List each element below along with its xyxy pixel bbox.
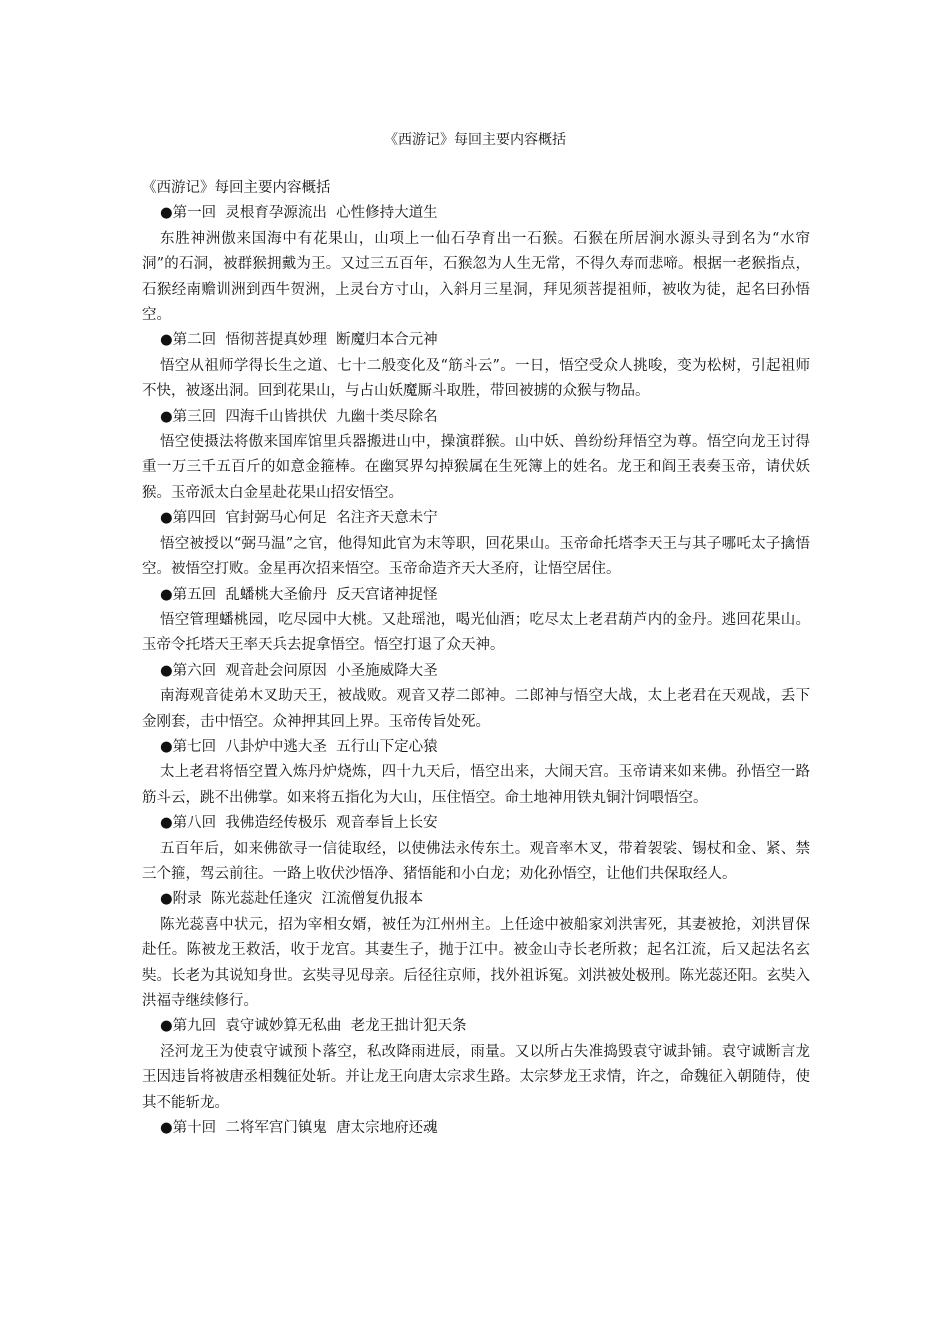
chapter-8-heading: ●第八回 我佛造经传极乐 观音奉旨上长安 bbox=[160, 815, 438, 832]
chapter-10-heading: ●第十回 二将军宫门镇鬼 唐太宗地府还魂 bbox=[160, 1120, 438, 1137]
chapter-7-summary: 太上老君将悟空置入炼丹炉烧炼，四十九天后，悟空出来，大闹天宫。玉帝请来如来佛。孙悟空一路筋斗云，跳不出佛掌。如来将五指化为大山，压住悟空。命土地神用铁丸铜汁饲喂悟空。 bbox=[142, 764, 810, 806]
document-subtitle: 《西游记》每回主要内容概括 bbox=[142, 180, 331, 196]
chapter-9-summary: 泾河龙王为使袁守诚预卜落空，私改降雨进辰，雨量。又以所占失准捣毁袁守诚卦铺。袁守诚断言龙王因违旨将被唐丞相魏征处斩。并让龙王向唐太宗求生路。太宗梦龙王求情，许之，命魏征入朝随侍，使其不能斩龙。 bbox=[142, 1043, 810, 1111]
chapter-7-heading: ●第七回 八卦炉中逃大圣 五行山下定心猿 bbox=[160, 738, 438, 755]
chapter-3-heading: ●第三回 四海千山皆拱伏 九幽十类尽除名 bbox=[160, 408, 438, 425]
chapter-4-heading: ●第四回 官封弼马心何足 名注齐天意未宁 bbox=[160, 510, 438, 527]
chapter-4-summary: 悟空被授以“弼马温”之官，他得知此官为末等职，回花果山。玉帝命托塔李天王与其子哪吒太子擒悟空。被悟空打败。金星再次招来悟空。玉帝命造齐天大圣府，让悟空居住。 bbox=[142, 535, 810, 578]
chapter-2-summary: 悟空从祖师学得长生之道、七十二般变化及“筋斗云”。一日，悟空受众人挑唆，变为松树，引起祖师不快，被逐出洞。回到花果山，与占山妖魔厮斗取胜，带回被掳的众猴与物品。 bbox=[142, 357, 810, 400]
chapter-5-summary: 悟空管理蟠桃园，吃尽园中大桃。又赴瑶池，喝光仙酒；吃尽太上老君葫芦内的金丹。逃回花果山。玉帝令托塔天王率天兵去捉拿悟空。悟空打退了众天神。 bbox=[142, 611, 810, 654]
appendix-heading: ●附录 陈光蕊赴任逢灾 江流僧复仇报本 bbox=[160, 891, 424, 908]
chapter-3-summary: 悟空使摄法将傲来国库馆里兵器搬进山中，操演群猴。山中妖、兽纷纷拜悟空为尊。悟空向龙王讨得重一万三千五百斤的如意金箍棒。在幽冥界勾掉猴属在生死簿上的姓名。龙王和阎王表奏玉帝，请伏妖猴。玉帝派太白金星赴花果山招安悟空。 bbox=[142, 434, 810, 501]
chapter-2-heading: ●第二回 悟彻菩提真妙理 断魔归本合元神 bbox=[160, 332, 438, 349]
chapter-8-summary: 五百年后，如来佛欲寻一信徒取经，以使佛法永传东土。观音率木叉，带着袈裟、锡杖和金、紧、禁三个箍，驾云前往。一路上收伏沙悟净、猪悟能和小白龙；劝化孙悟空，让他们共保取经人。 bbox=[142, 840, 810, 882]
chapter-1-summary: 东胜神洲傲来国海中有花果山，山项上一仙石孕育出一石猴。石猴在所居涧水源头寻到名为“水帘洞”的石洞，被群猴拥戴为王。又过三五百年，石猴忽为人生无常，不得久寿而悲啼。根据一老猴指点，石猴经南赡训洲到西牛贺洲，上灵台方寸山，入斜月三星洞，拜见须菩提祖师，被收为徒，起名曰孙悟空。 bbox=[142, 230, 810, 324]
document-body bbox=[142, 176, 810, 1141]
appendix-summary: 陈光蕊喜中状元，招为宰相女婿，被任为江州州主。上任途中被船家刘洪害死，其妻被抢，刘洪冒保赴任。陈被龙王救活，收于龙宫。其妻生子，抛于江中。被金山寺长老所救；起名江流，后又起法名玄奘。长老为其说知身世。玄奘寻见母亲。后径往京师，找外祖诉冤。刘洪被处极刑。陈光蕊还阳。玄奘入洪福寺继续修行。 bbox=[142, 916, 810, 1009]
page-title: 《西游记》每回主要内容概括 bbox=[384, 132, 566, 148]
chapter-9-heading: ●第九回 袁守诚妙算无私曲 老龙王拙计犯天条 bbox=[160, 1018, 467, 1035]
chapter-6-summary: 南海观音徒弟木叉助天王，被战败。观音又荐二郎神。二郎神与悟空大战，太上老君在天观战，丢下金刚套，击中悟空。众神押其回上界。玉帝传旨处死。 bbox=[142, 688, 810, 730]
chapter-6-heading: ●第六回 观音赴会问原因 小圣施威降大圣 bbox=[160, 662, 438, 679]
chapter-5-heading: ●第五回 乱蟠桃大圣偷丹 反天宫诸神捉怪 bbox=[160, 586, 438, 603]
chapter-1-heading: ●第一回 灵根育孕源流出 心性修持大道生 bbox=[160, 205, 438, 222]
